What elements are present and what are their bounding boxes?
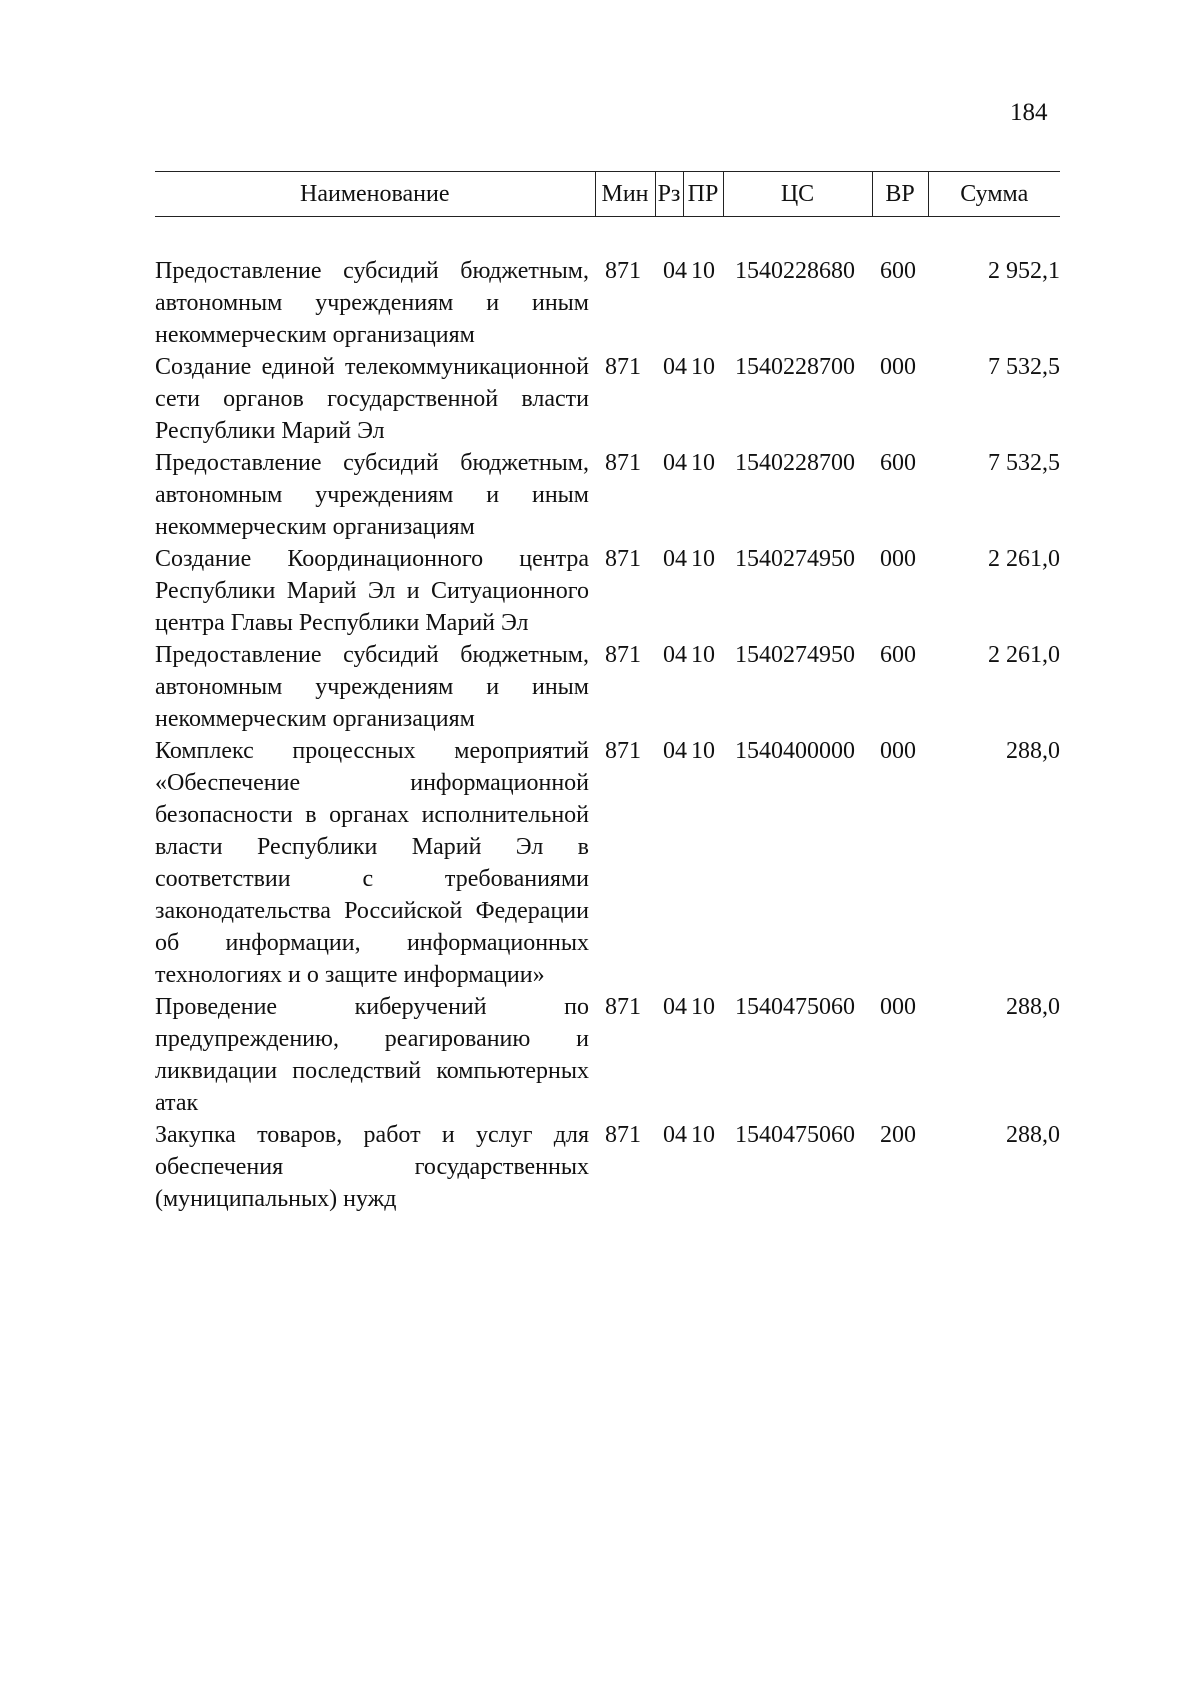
table-row: [155, 543, 1060, 639]
row-vr: 600: [880, 642, 916, 668]
row-min: 871: [605, 738, 641, 764]
row-sum: 288,0: [1006, 1122, 1060, 1148]
table-body: [155, 217, 1060, 1216]
row-cs: 1540228700: [735, 450, 855, 476]
row-sum: 2 952,1: [988, 258, 1060, 284]
row-cs: 1540400000: [735, 738, 855, 764]
row-sum: 7 532,5: [988, 354, 1060, 380]
row-name: Создание единой телекоммуникационной сети органов государственной власти Республики Марий Эл: [155, 354, 589, 444]
table-row: [155, 1119, 1060, 1215]
row-pr: 10: [691, 738, 715, 764]
row-cs: 1540228680: [735, 258, 855, 284]
row-rz: 04: [663, 1122, 687, 1148]
header-pr: ПР: [683, 172, 723, 217]
row-sum: 2 261,0: [988, 642, 1060, 668]
row-vr: 200: [880, 1122, 916, 1148]
row-cs: 1540475060: [735, 1122, 855, 1148]
row-min: 871: [605, 1122, 641, 1148]
row-name: Предоставление субсидий бюджетным, автономным учреждениям и иным некоммерческим организациям: [155, 258, 589, 348]
row-name: Предоставление субсидий бюджетным, автономным учреждениям и иным некоммерческим организациям: [155, 450, 589, 540]
row-pr: 10: [691, 1122, 715, 1148]
row-min: 871: [605, 994, 641, 1020]
table-row: [155, 735, 1060, 991]
row-vr: 600: [880, 258, 916, 284]
row-cs: 1540228700: [735, 354, 855, 380]
row-name: Закупка товаров, работ и услуг для обеспечения государственных (муниципальных) нужд: [155, 1122, 589, 1212]
row-cs: 1540274950: [735, 546, 855, 572]
row-min: 871: [605, 546, 641, 572]
row-pr: 10: [691, 354, 715, 380]
row-rz: 04: [663, 738, 687, 764]
row-min: 871: [605, 642, 641, 668]
row-rz: 04: [663, 642, 687, 668]
table-row: [155, 639, 1060, 735]
row-rz: 04: [663, 994, 687, 1020]
budget-table: [155, 171, 1060, 1215]
row-rz: 04: [663, 258, 687, 284]
row-min: 871: [605, 450, 641, 476]
row-rz: 04: [663, 354, 687, 380]
header-name: Наименование: [155, 172, 595, 217]
row-sum: 7 532,5: [988, 450, 1060, 476]
table-row: [155, 351, 1060, 447]
row-pr: 10: [691, 546, 715, 572]
row-name: Создание Координационного центра Республики Марий Эл и Ситуационного центра Главы Республики Марий Эл: [155, 546, 589, 636]
row-cs: 1540475060: [735, 994, 855, 1020]
row-name: Проведение киберучений по предупреждению, реагированию и ликвидации последствий компьютерных атак: [155, 994, 589, 1116]
header-cs: ЦС: [723, 172, 872, 217]
page-number: 184: [1010, 99, 1048, 126]
header-rz: Рз: [655, 172, 683, 217]
table-spacer: [155, 217, 1060, 256]
row-min: 871: [605, 354, 641, 380]
row-min: 871: [605, 258, 641, 284]
table-row: [155, 447, 1060, 543]
row-vr: 000: [880, 738, 916, 764]
row-sum: 288,0: [1006, 738, 1060, 764]
header-min: Мин: [595, 172, 655, 217]
row-name: Комплекс процессных мероприятий «Обеспечение информационной безопасности в органах исполнительной власти Республики Марий Эл в соответствии с требованиями законодательства Российской Федерации об информации, информационных технологиях и о защите информации»: [155, 738, 589, 988]
row-rz: 04: [663, 546, 687, 572]
row-vr: 000: [880, 546, 916, 572]
row-name: Предоставление субсидий бюджетным, автономным учреждениям и иным некоммерческим организациям: [155, 642, 589, 732]
row-vr: 000: [880, 994, 916, 1020]
row-pr: 10: [691, 450, 715, 476]
row-sum: 288,0: [1006, 994, 1060, 1020]
table-row: [155, 991, 1060, 1119]
header-vr: ВР: [872, 172, 928, 217]
row-vr: 000: [880, 354, 916, 380]
row-cs: 1540274950: [735, 642, 855, 668]
row-rz: 04: [663, 450, 687, 476]
row-pr: 10: [691, 258, 715, 284]
row-vr: 600: [880, 450, 916, 476]
row-pr: 10: [691, 642, 715, 668]
row-sum: 2 261,0: [988, 546, 1060, 572]
row-pr: 10: [691, 994, 715, 1020]
table-header: [155, 172, 1060, 217]
table-row: [155, 255, 1060, 351]
header-sum: Сумма: [928, 172, 1060, 217]
